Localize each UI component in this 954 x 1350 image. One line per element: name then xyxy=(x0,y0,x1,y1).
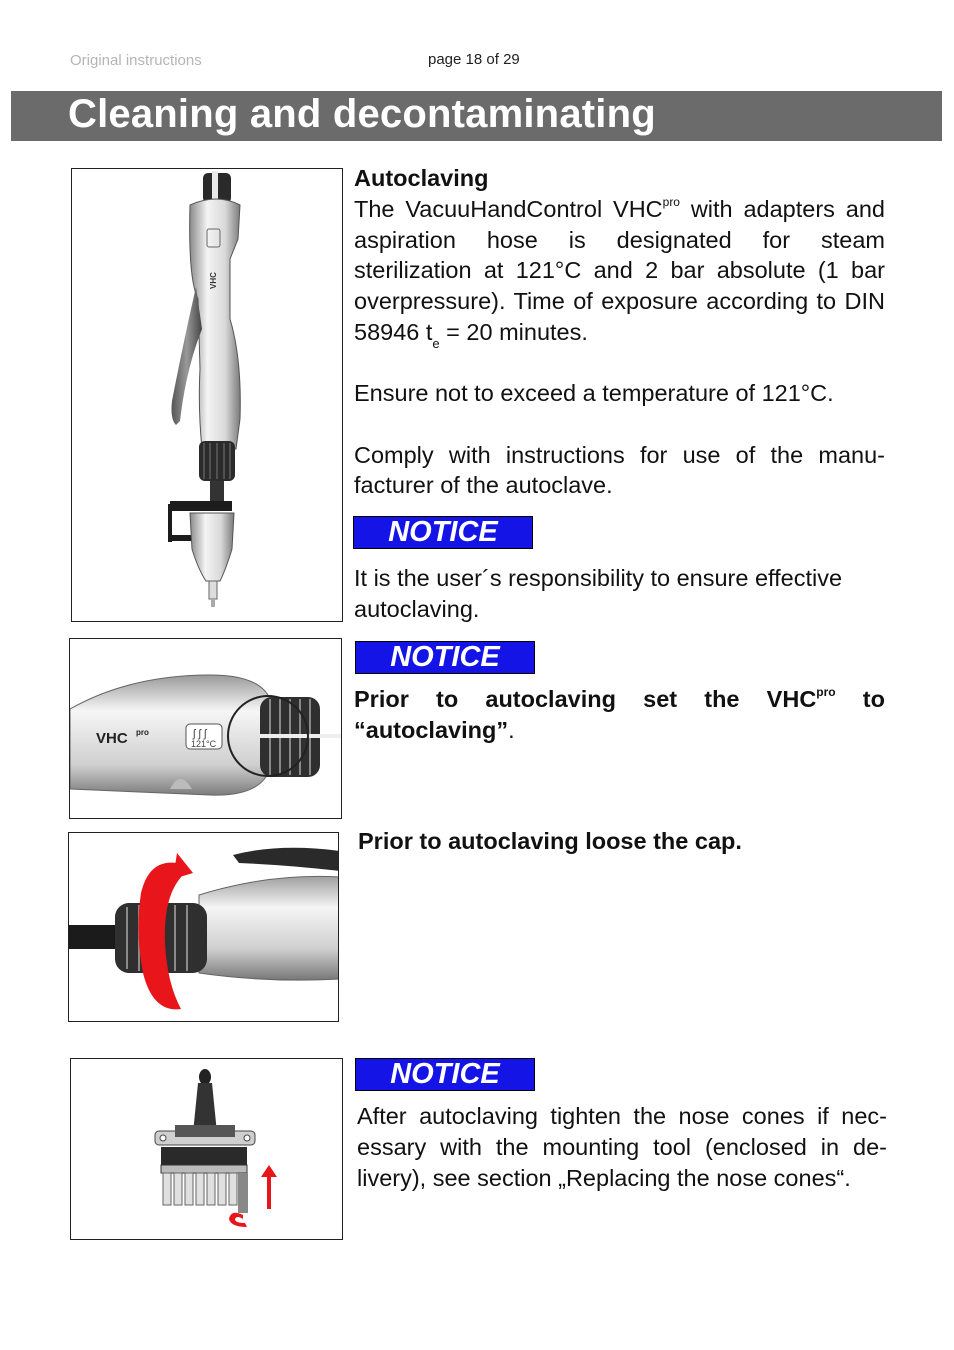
nose-cone-tool-image xyxy=(70,1058,343,1240)
notice2-text-b: to “autoclaving” xyxy=(354,686,885,743)
notice2-text-a: Prior to autoclaving set the VHC xyxy=(354,686,817,712)
notice2-text-c: . xyxy=(508,716,515,743)
title-bar xyxy=(11,91,942,141)
notice-badge-1: NOTICE xyxy=(353,516,533,549)
p1-sup: pro xyxy=(662,194,680,209)
autoclaving-switch-image xyxy=(69,638,342,819)
autoclaving-paragraph-1 xyxy=(354,194,885,351)
p1-text-c: = 20 minutes. xyxy=(439,318,588,345)
switch-illustration xyxy=(70,639,342,819)
p1-text-b: with adapters and aspiration hose is designated for steam sterilization at 121°C and 2 bar absolute (1 bar overpressure). Time of exposure according to DIN 58946 t xyxy=(354,195,885,345)
page-title: Cleaning and decontaminating xyxy=(68,92,656,136)
notice-2-text xyxy=(354,684,885,746)
cap-loosen-text: Prior to autoclaving loose the cap. xyxy=(358,828,742,854)
device-full-illustration xyxy=(72,169,343,622)
cap-loosen-illustration xyxy=(69,833,339,1022)
notice-1-text: It is the user´s responsibility to ensure effective autoclaving. xyxy=(354,565,843,622)
device-full-image xyxy=(71,168,343,622)
autoclaving-heading: Autoclaving xyxy=(354,165,489,191)
temperature-symbol-label: 121°C xyxy=(191,739,217,749)
autoclaving-section xyxy=(354,163,885,501)
switch-brand-sup: pro xyxy=(136,728,149,737)
notice-badge-2: NOTICE xyxy=(355,641,535,674)
p1-text-a: The VacuuHandControl VHC xyxy=(354,195,663,222)
device-brand-label: VHC xyxy=(209,272,218,289)
header-left-label: Original instructions xyxy=(70,52,202,69)
notice-badge-3: NOTICE xyxy=(355,1058,535,1091)
cap-loosen-image xyxy=(68,832,339,1022)
p1-sub: e xyxy=(432,335,440,351)
page-number: page 18 of 29 xyxy=(428,51,520,68)
autoclaving-paragraph-2: Ensure not to exceed a temperature of 121°C. xyxy=(354,379,834,406)
svg-text:ʃ ʃ ʃ: ʃ ʃ ʃ xyxy=(193,728,207,740)
nose-cone-tool-illustration xyxy=(71,1059,343,1240)
autoclaving-paragraph-3: Comply with instructions for use of the manu-facturer of the autoclave. xyxy=(354,441,885,499)
notice2-sup: pro xyxy=(816,685,836,699)
notice-3-text: After autoclaving tighten the nose cones if nec-essary with the mounting tool (enclosed in de-livery), see section „Replacing the nose cones“. xyxy=(357,1103,887,1191)
switch-brand-label: VHC xyxy=(96,730,128,747)
